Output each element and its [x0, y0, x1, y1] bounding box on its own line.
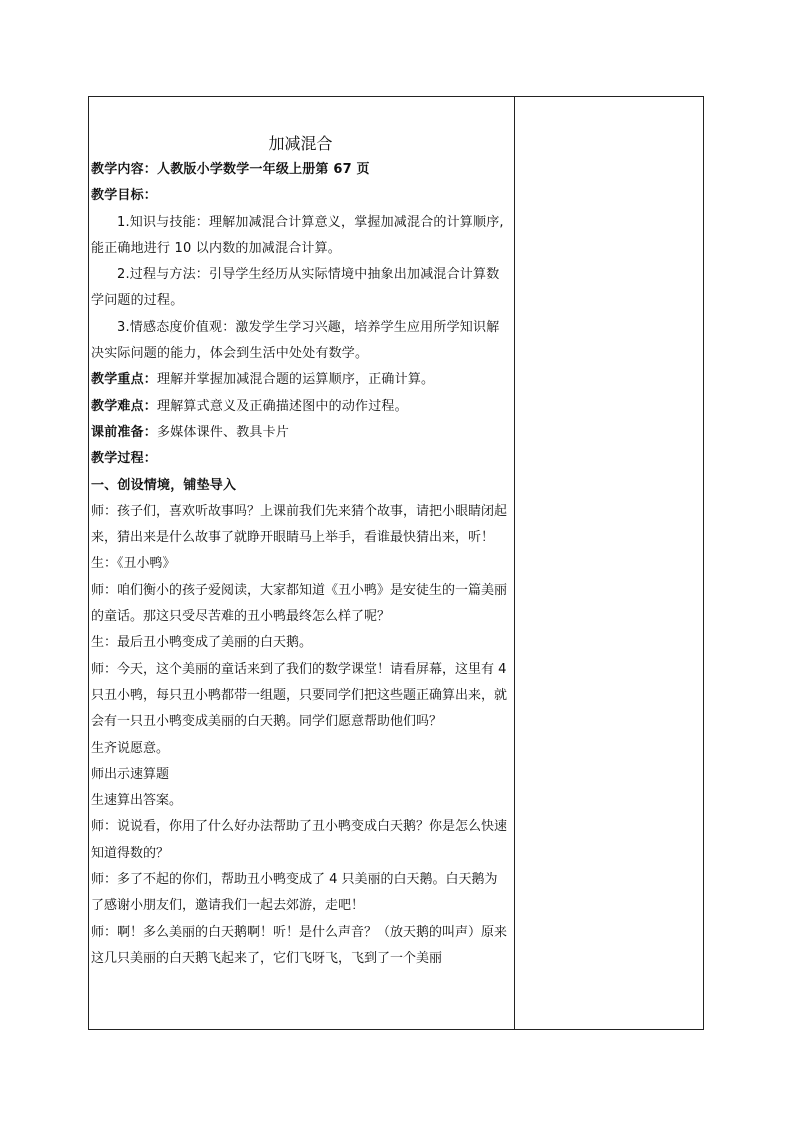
- notes-cell: [515, 97, 703, 1029]
- content-cell: [89, 97, 515, 1029]
- teaching-goals-line: [91, 183, 510, 209]
- dialogue-line: 生速算出答案。: [91, 793, 183, 809]
- dialogue-line: 师：多了不起的你们，帮助丑小鸭变成了 4 只美丽的白天鹅。白天鹅为了感谢小朋友们，邀请我们一起去郊游，走吧！: [91, 872, 498, 914]
- preparation-text: 多媒体课件、教具卡片: [157, 424, 290, 440]
- dialogue-line: 师：啊！多么美丽的白天鹅啊！听！是什么声音？（放天鹅的叫声）原来这几只美丽的白天鹅飞起来了，它们飞呀飞，飞到了一个美丽: [91, 924, 508, 966]
- lesson-plan-table: [88, 96, 704, 1030]
- dialogue-line: 师：说说看，你用了什么好办法帮助了丑小鸭变成白天鹅？你是怎么快速知道得数的？: [91, 819, 508, 861]
- dialogue-line: 师：咱们衡小的孩子爱阅读，大家都知道《丑小鸭》是安徒生的一篇美丽的童话。那这只受尽苦难的丑小鸭最终怎么样了呢？: [91, 582, 508, 625]
- teaching-content-value: 人教版小学数学一年级上册第 67 页: [157, 162, 370, 177]
- page-title: 加减混合: [268, 134, 333, 153]
- dialogue-block: [91, 499, 510, 972]
- section-heading: 一、创设情境，铺垫导入: [91, 477, 237, 493]
- teaching-content-label: 教学内容：: [91, 162, 158, 177]
- key-point-line: [91, 367, 510, 393]
- key-point-text: 理解并掌握加减混合题的运算顺序，正确计算。: [157, 372, 435, 388]
- dialogue-line: 生：《丑小鸭》: [91, 556, 176, 572]
- preparation-line: [91, 420, 510, 446]
- dialogue-line: 师：孩子们，喜欢听故事吗？上课前我们先来猜个故事，请把小眼睛闭起来，猜出来是什么故事了就睁开眼睛马上举手，看谁最快猜出来，听！: [91, 503, 508, 546]
- teaching-content-line: [91, 157, 510, 183]
- objective-item: 2.过程与方法：引导学生经历从实际情境中抽象出加减混合计算数学问题的过程。: [91, 267, 500, 309]
- dialogue-line: 生齐说愿意。: [91, 740, 170, 756]
- teaching-goals-label: 教学目标：: [91, 188, 158, 204]
- dialogue-line: 师：今天，这个美丽的童话来到了我们的数学课堂！请看屏幕，这里有 4 只丑小鸭，每只丑小鸭都带一组题，只要同学们把这些题正确算出来，就会有一只丑小鸭变成美丽的白天鹅。同学们愿意帮助他们吗？: [91, 661, 508, 730]
- dialogue-line: 师出示速算题: [91, 766, 170, 782]
- objective-item: 1.知识与技能：理解加减混合计算意义，掌握加减混合的计算顺序,能正确地进行 10 以内数的加减混合计算。: [91, 214, 504, 256]
- preparation-label: 课前准备：: [91, 424, 158, 440]
- key-point-label: 教学重点：: [91, 372, 158, 388]
- objective-item: 3.情感态度价值观：激发学生学习兴趣，培养学生应用所学知识解决实际问题的能力，体会到生活中处处有数学。: [91, 319, 500, 362]
- difficulty-label: 教学难点：: [91, 398, 158, 414]
- difficulty-line: [91, 394, 510, 420]
- process-line: [91, 446, 510, 472]
- process-label: 教学过程：: [91, 451, 158, 467]
- difficulty-text: 理解算式意义及正确描述图中的动作过程。: [157, 398, 408, 414]
- dialogue-line: 生：最后丑小鸭变成了美丽的白天鹅。: [91, 635, 313, 651]
